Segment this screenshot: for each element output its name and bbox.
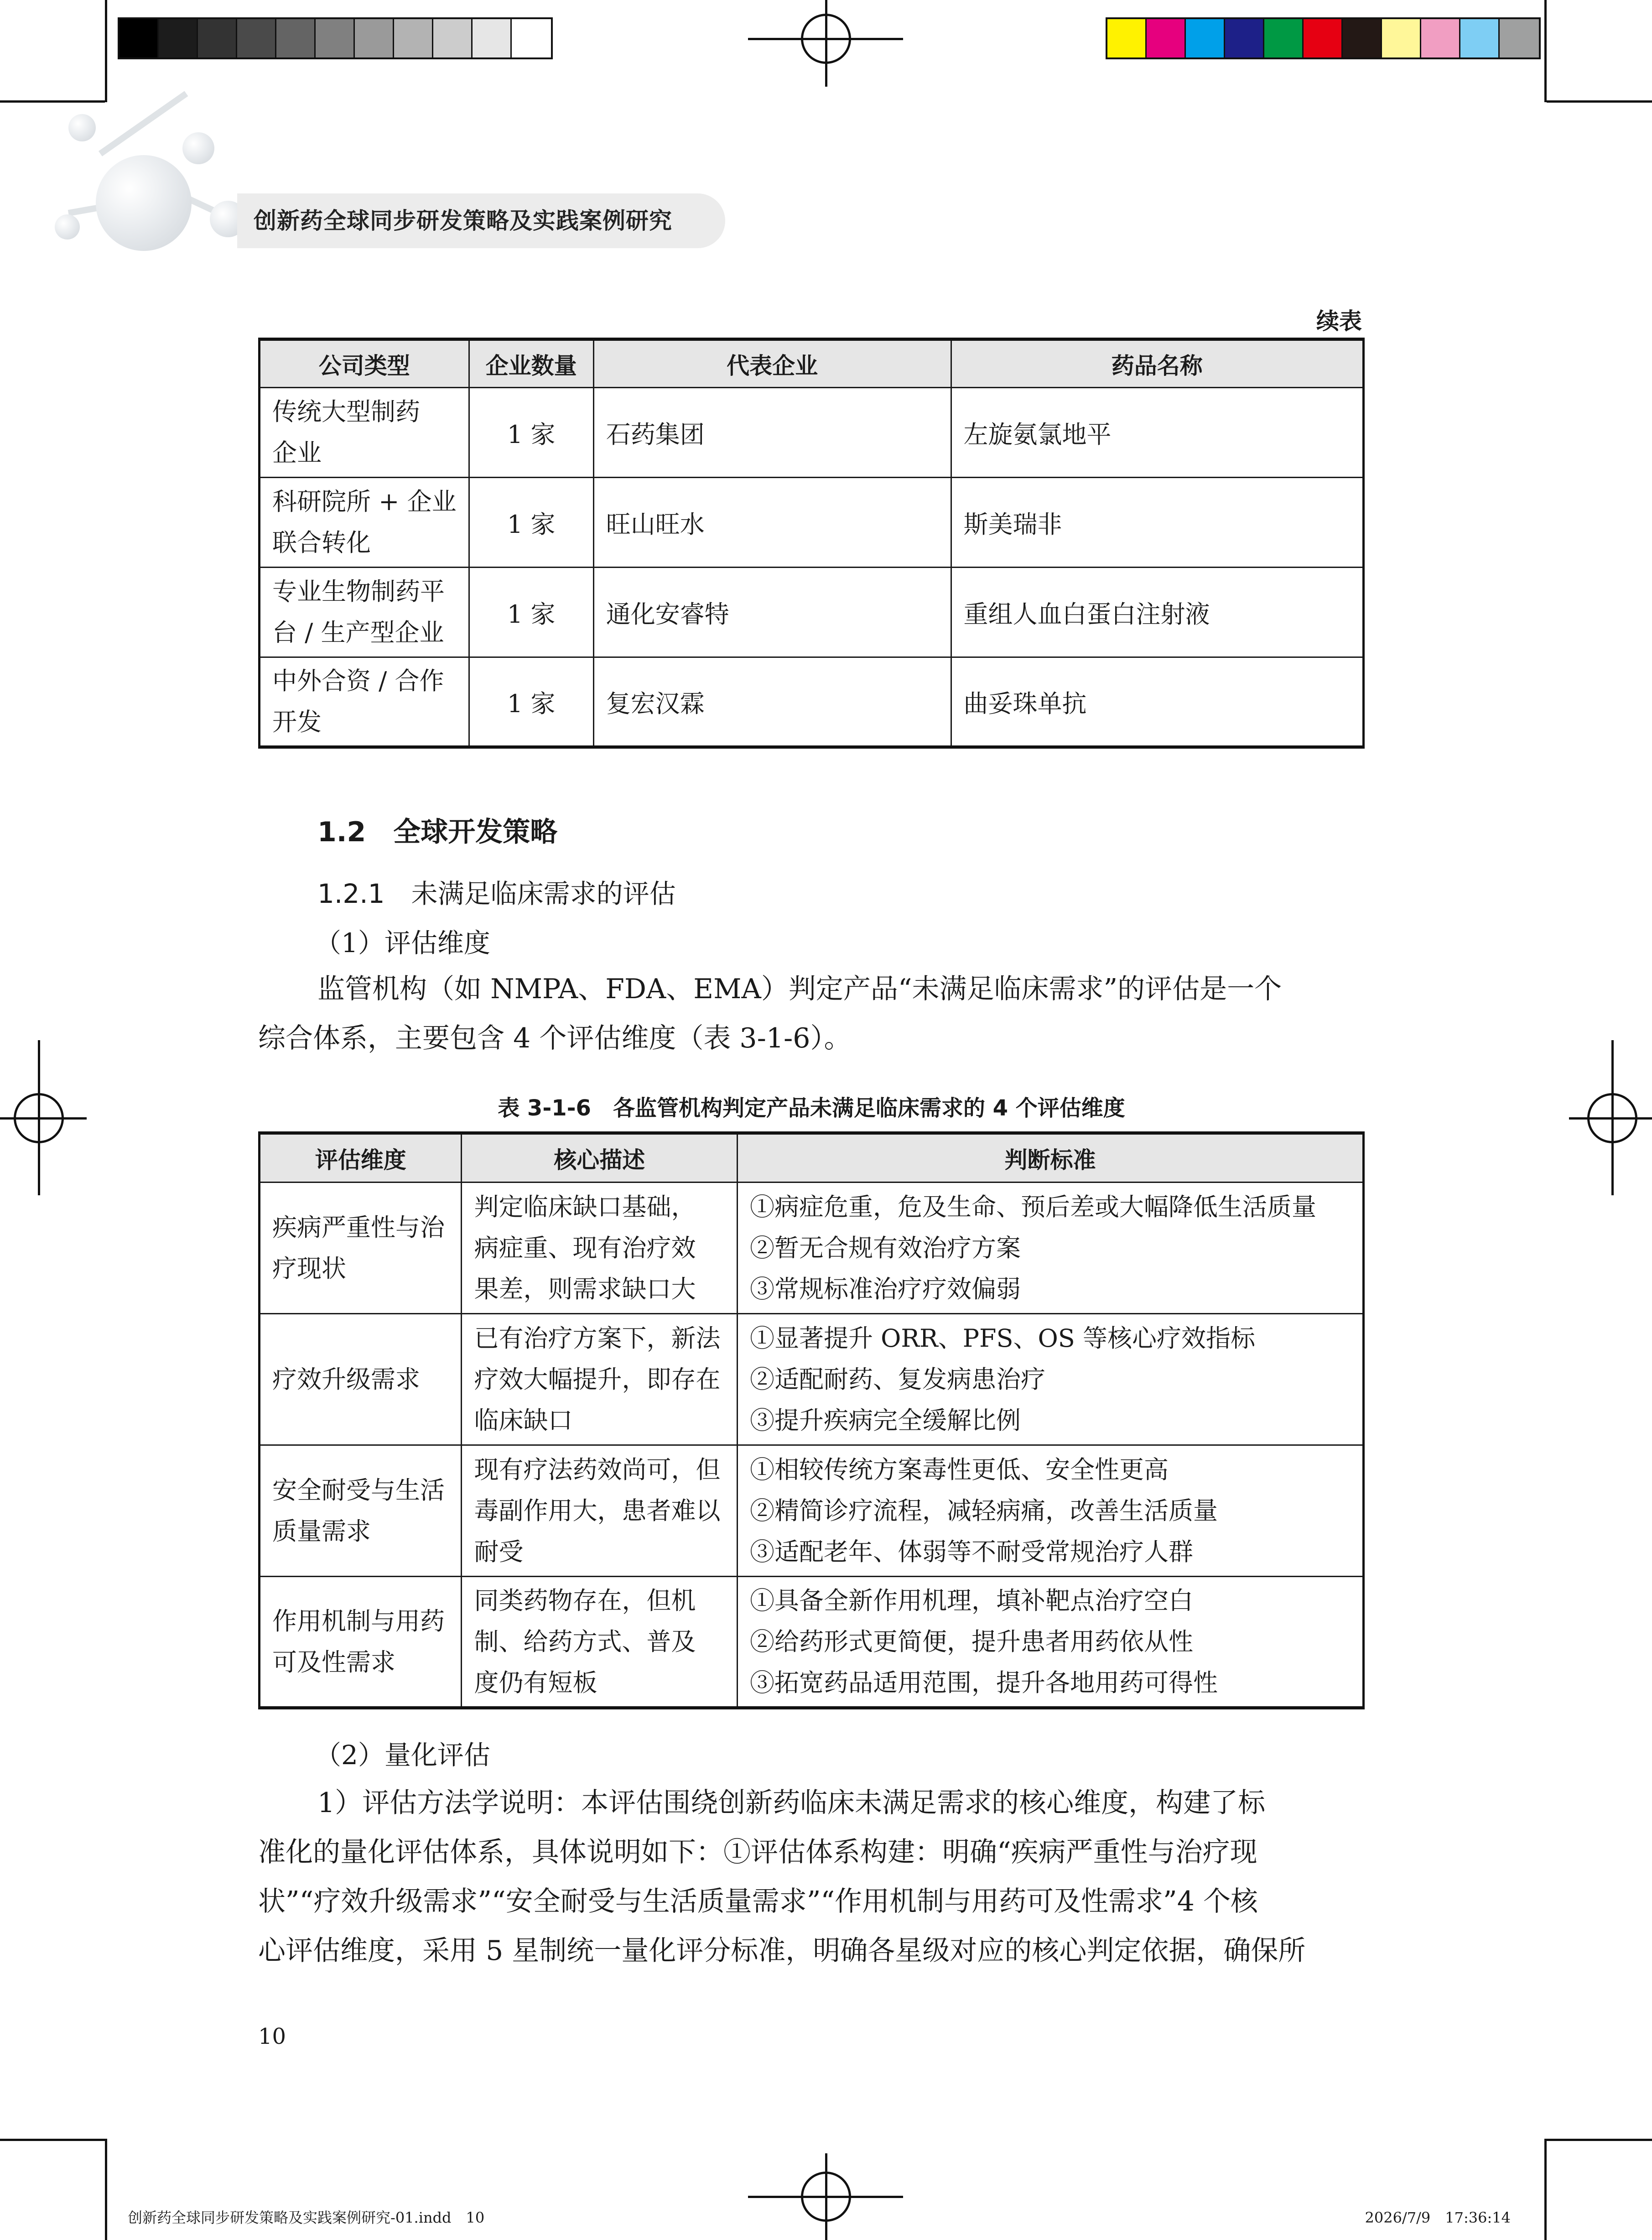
company-type-cell: 传统大型制药 企业 — [260, 388, 469, 478]
table-header-row — [260, 1133, 1364, 1183]
company-type-table — [258, 338, 1365, 749]
representative-company-cell: 旺山旺水 — [593, 478, 951, 568]
representative-company-cell: 石药集团 — [593, 388, 951, 478]
dimension-cell: 疾病严重性与治 疗现状 — [260, 1183, 462, 1314]
gray-swatch-8 — [433, 19, 473, 57]
assessment-dimension-table — [258, 1131, 1365, 1709]
drug-name-cell: 左旋氨氯地平 — [951, 388, 1363, 478]
color-swatch-6 — [1343, 19, 1382, 57]
company-type-cell: 中外合资 / 合作 开发 — [260, 657, 469, 747]
table-row — [260, 657, 1364, 747]
gray-swatch-1 — [159, 19, 198, 57]
table-row — [260, 1183, 1364, 1314]
color-swatch-4 — [1264, 19, 1304, 57]
table-row — [260, 1445, 1364, 1577]
color-swatch-10 — [1500, 19, 1539, 57]
column-header: 判断标准 — [737, 1133, 1363, 1183]
gray-swatch-4 — [276, 19, 316, 57]
company-count-cell: 1 家 — [469, 568, 593, 657]
representative-company-cell: 复宏汉霖 — [593, 657, 951, 747]
representative-company-cell: 通化安睿特 — [593, 568, 951, 657]
drug-name-cell: 曲妥珠单抗 — [951, 657, 1363, 747]
gray-swatch-9 — [473, 19, 512, 57]
color-swatch-9 — [1460, 19, 1500, 57]
criteria-cell: ①相较传统方案毒性更低、安全性更高 ②精简诊疗流程，减轻病痛，改善生活质量 ③适配老年、体弱等不耐受常规治疗人群 — [737, 1445, 1363, 1577]
footer-timestamp: 2026/7/9 17:36:14 — [1365, 2209, 1511, 2226]
table-row — [260, 388, 1364, 478]
item-heading: （2）量化评估 — [315, 1740, 490, 1771]
subsection-heading: 1.2.1 未满足临床需求的评估 — [317, 878, 676, 909]
footer-file-name: 创新药全球同步研发策略及实践案例研究-01.indd 10 — [128, 2209, 485, 2226]
color-swatch-8 — [1421, 19, 1460, 57]
gray-swatch-0 — [119, 19, 159, 57]
description-cell: 现有疗法药效尚可，但 毒副作用大，患者难以 耐受 — [462, 1445, 737, 1577]
body-paragraph: 监管机构（如 NMPA、FDA、EMA）判定产品“未满足临床需求”的评估是一个 综合体系，主要包含 4 个评估维度（表 3-1-6）。 — [258, 973, 1282, 1054]
criteria-cell: ①病症危重，危及生命、预后差或大幅降低生活质量 ②暂无合规有效治疗方案 ③常规标准治疗疗效偏弱 — [737, 1183, 1363, 1314]
table-row — [260, 1577, 1364, 1708]
dimension-cell: 疗效升级需求 — [260, 1314, 462, 1445]
body-paragraph: 1）评估方法学说明：本评估围绕创新药临床未满足需求的核心维度，构建了标 准化的量化评估体系，具体说明如下：①评估体系构建：明确“疾病严重性与治疗现 状”“疗效升级需求”“安全耐受与生活质量需求”“作用机制与用药可及性需求”4 个核 心评估维度，采用 5 星制统一量化评分标准，明确各星级对应的核心判定依据，确保所 — [258, 1787, 1306, 1967]
criteria-cell: ①显著提升 ORR、PFS、OS 等核心疗效指标 ②适配耐药、复发病患治疗 ③提升疾病完全缓解比例 — [737, 1314, 1363, 1445]
company-type-cell: 专业生物制药平 台 / 生产型企业 — [260, 568, 469, 657]
page-number: 10 — [258, 2024, 286, 2049]
table-caption: 表 3-1-6 各监管机构判定产品未满足临床需求的 4 个评估维度 — [498, 1095, 1125, 1121]
table-row — [260, 478, 1364, 568]
column-header: 代表企业 — [593, 339, 951, 388]
gray-swatch-6 — [355, 19, 394, 57]
description-cell: 判定临床缺口基础， 病症重、现有治疗效 果差，则需求缺口大 — [462, 1183, 737, 1314]
column-header: 企业数量 — [469, 339, 593, 388]
column-header: 药品名称 — [951, 339, 1363, 388]
drug-name-cell: 斯美瑞非 — [951, 478, 1363, 568]
gray-swatch-10 — [512, 19, 551, 57]
drug-name-cell: 重组人血白蛋白注射液 — [951, 568, 1363, 657]
table-row — [260, 568, 1364, 657]
color-calibration-bar — [1106, 17, 1541, 59]
continued-table-label: 续表 — [1316, 308, 1362, 334]
color-swatch-5 — [1304, 19, 1343, 57]
company-type-cell: 科研院所 + 企业 联合转化 — [260, 478, 469, 568]
column-header: 评估维度 — [260, 1133, 462, 1183]
description-cell: 同类药物存在，但机 制、给药方式、普及 度仍有短板 — [462, 1577, 737, 1708]
color-swatch-3 — [1225, 19, 1264, 57]
company-count-cell: 1 家 — [469, 657, 593, 747]
company-count-cell: 1 家 — [469, 478, 593, 568]
column-header: 核心描述 — [462, 1133, 737, 1183]
dimension-cell: 作用机制与用药 可及性需求 — [260, 1577, 462, 1708]
gray-swatch-5 — [316, 19, 355, 57]
color-swatch-7 — [1382, 19, 1421, 57]
color-swatch-2 — [1186, 19, 1225, 57]
running-header-title: 创新药全球同步研发策略及实践案例研究 — [254, 208, 672, 234]
color-swatch-0 — [1107, 19, 1147, 57]
gray-swatch-2 — [198, 19, 237, 57]
item-heading: （1）评估维度 — [315, 927, 490, 959]
gray-swatch-7 — [394, 19, 433, 57]
table-row — [260, 1314, 1364, 1445]
table-header-row — [260, 339, 1364, 388]
company-count-cell: 1 家 — [469, 388, 593, 478]
section-heading: 1.2 全球开发策略 — [317, 816, 558, 848]
column-header: 公司类型 — [260, 339, 469, 388]
gray-calibration-bar — [118, 17, 553, 59]
gray-swatch-3 — [237, 19, 276, 57]
description-cell: 已有治疗方案下，新法 疗效大幅提升，即存在 临床缺口 — [462, 1314, 737, 1445]
dimension-cell: 安全耐受与生活 质量需求 — [260, 1445, 462, 1577]
criteria-cell: ①具备全新作用机理，填补靶点治疗空白 ②给药形式更简便，提升患者用药依从性 ③拓宽药品适用范围，提升各地用药可得性 — [737, 1577, 1363, 1708]
color-swatch-1 — [1147, 19, 1186, 57]
